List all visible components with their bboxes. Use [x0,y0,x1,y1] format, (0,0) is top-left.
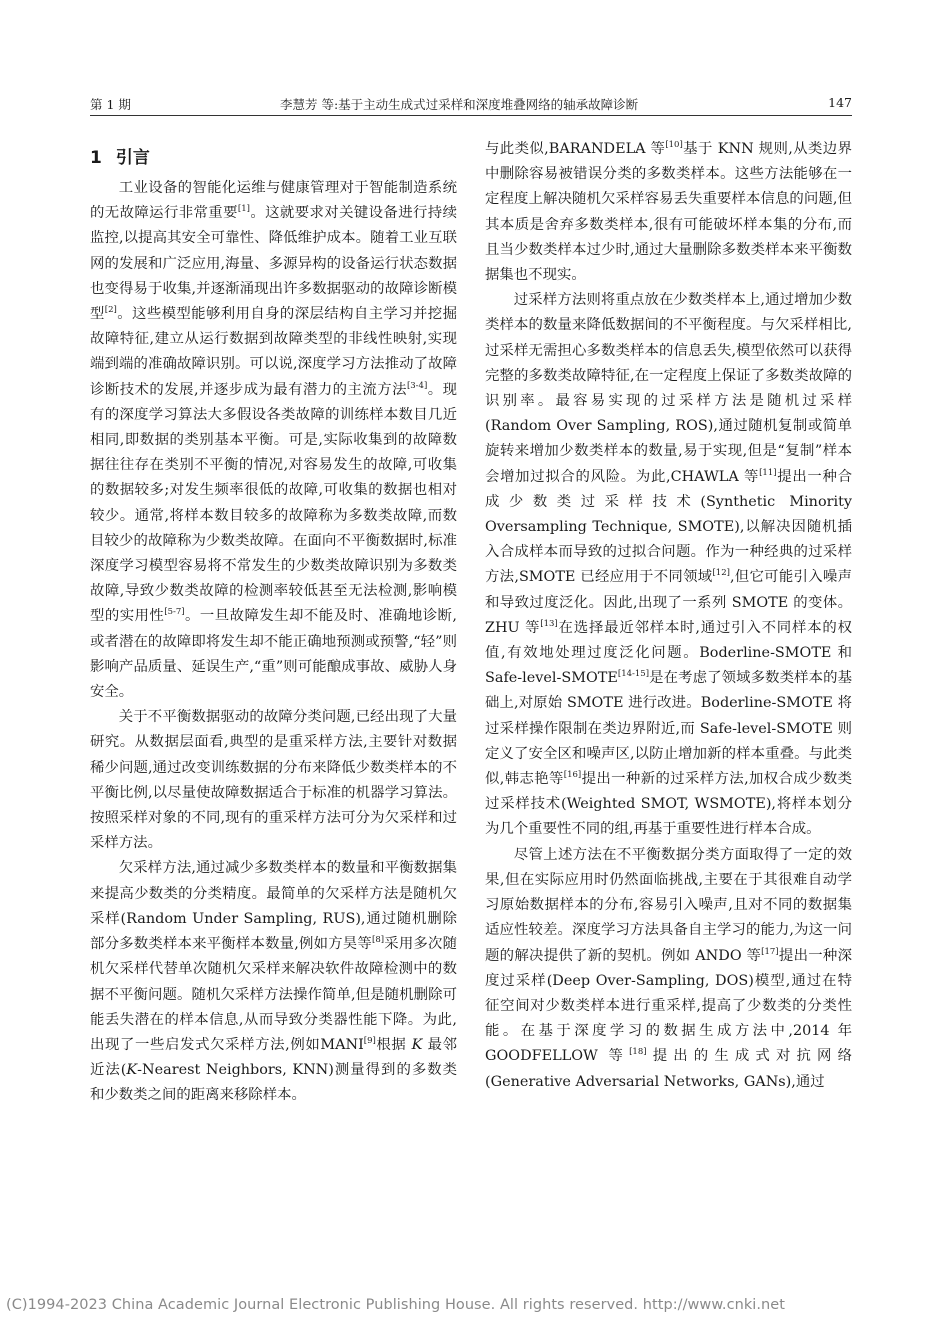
citation-ref: [12] [712,568,730,579]
paragraph [485,843,852,1095]
citation-ref: [11] [759,467,777,478]
paragraph-text: 基于 KNN 规则,从类边界中删除容易被错误分类的多数类样本。这些方法能够在一定程度上解决随机欠采样容易丢失重要样本信息的问题,但其本质是舍弃多数类样本,很有可能破坏样本集的分布,而且当少数类样本过少时,通过大量删除多数类样本来平衡数据集也不现实。 [485,141,852,284]
paragraph-text: 提出一种深度过采样(Deep Over-Sampling, DOS)模型,通过在特征空间对少数类样本进行重采样,提高了少数类的分类性能。在基于深度学习的数据生成方法中,2014 年 GOODFELLOW 等 [485,947,852,1065]
paragraph-text: 是在考虑了领域多数类样本的基础上,对原始 SMOTE 进行改进。Boderline-SMOTE 将过采样操作限制在类边界附近,而 Safe-level-SMOTE 则定义了安全区和噪声区,以防止增加新的样本重叠。与此类似,韩志艳等 [485,670,852,788]
paragraph-text: 过采样方法则将重点放在少数类样本上,通过增加少数类样本的数量来降低数据间的不平衡程度。与欠采样相比,过采样无需担心多数类样本的信息丢失,模型依然可以获得完整的多数类故障特征,在一定程度上保证了多数类故障的识别率。最容易实现的过采样方法是随机过采样(Random Over Sampling, ROS),通过随机复制或简单旋转来增加少数类样本的数量,易于实现,但是“复制”样本会增加过拟合的风险。为此,CHAWLA 等 [485,292,852,485]
citation-ref: [9] [363,1036,376,1047]
citation-ref: [17] [761,946,779,957]
paragraph-text: 最邻近法( [90,1036,458,1079]
paragraph-text: 提出一种新的过采样方法,加权合成少数类过采样技术(Weighted SMOT, WSMOTE),将样本划分为几个重要性不同的组,再基于重要性进行样本合成。 [485,771,853,838]
paragraph [485,137,852,288]
running-header [90,93,852,116]
paragraph-text: 。这就要求对关键设备进行持续监控,以提高其安全可靠性、降低维护成本。随着工业互联网的发展和广泛应用,海量、多源异构的设备运行状态数据也变得易于收集,并逐渐涌现出许多数据驱动的故障诊断模型 [90,205,457,323]
paragraph-text: 关于不平衡数据驱动的故障分类问题,已经出现了大量研究。从数据层面看,典型的是重采样方法,主要针对数据稀少问题,通过改变训练数据的分布来降低少数类样本的不平衡比例,以尽量使故障数据适合于标准的机器学习算法。按照采样对象的不同,现有的重采样方法可分为欠采样和过采样方法。 [90,709,457,852]
paragraph-text: 提出一种合成少数类过采样技术(Synthetic Minority Oversampling Technique, SMOTE),以解决因随机插入合成样本而导致的过拟合问题。作为一种经典的过采样方法,SMOTE 已经应用于不同领域 [485,468,852,586]
paragraph [485,288,852,842]
paragraph-text: 提出的生成式对抗网络(Generative Adversarial Networks, GANs),通过 [485,1048,852,1090]
italic-symbol: K [126,1062,138,1079]
copyright-footer: (C)1994-2023 China Academic Journal Electronic Publishing House. All rights reserved. http://www.cnki.net [6,1297,785,1313]
italic-symbol: K [411,1036,423,1053]
right-column [485,137,852,1095]
paragraph-text: 尽管上述方法在不平衡数据分类方面取得了一定的效果,但在实际应用时仍然面临挑战,主要在于其很难自动学习原始数据样本的分布,容易引入噪声,且对不同的数据集适应性较差。深度学习方法具备自主学习的能力,为这一问题的解决提供了新的契机。例如 ANDO 等 [485,846,852,964]
issue-label: 第 1 期 [90,97,131,112]
paragraph-text: 。一旦故障发生却不能及时、准确地诊断,或者潜在的故障即将发生却不能正确地预测或预警,“轻”则影响产品质量、延误生产,“重”则可能酿成事故、威胁人身安全。 [90,608,457,701]
paragraph-text: 。现有的深度学习算法大多假设各类故障的训练样本数目几近相同,即数据的类别基本平衡。可是,实际收集到的故障数据往往存在类别不平衡的情况,对容易发生的故障,可收集的数据较多;对发生频率很低的故障,可收集的数据也相对较少。通常,将样本数目较多的故障称为多数类故障,而数目较少的故障称为少数类故障。在面向不平衡数据时,标准深度学习模型容易将不常发生的少数类故障识别为多数类故障,导致少数类故障的检测率较低甚至无法检测,影响模型的实用性 [90,381,457,625]
citation-ref: [18] [629,1047,647,1058]
paragraph-text: 在选择最近邻样本时,通过引入不同样本的权值,有效地处理过度泛化问题。Boderline-SMOTE 和 Safe-level-SMOTE [485,619,852,687]
paragraph [90,176,457,705]
paragraph-text: 工业设备的智能化运维与健康管理对于智能制造系统的无故障运行非常重要 [90,180,457,222]
paragraph-text: 与此类似,BARANDELA 等 [485,141,666,157]
paragraph-text: 欠采样方法,通过减少多数类样本的数量和平衡数据集来提高少数类的分类精度。最简单的欠采样方法是随机欠采样(Random Under Sampling, RUS),通过随机删除部分多数类样本来平衡样本数量,例如方昊等 [90,860,457,953]
citation-ref: [2] [104,305,117,316]
citation-ref: [16] [563,770,582,781]
section-heading [90,148,457,168]
paragraph [90,705,457,856]
left-column [90,148,457,1109]
citation-ref: [14-15] [617,669,650,680]
paragraph-text: 。这些模型能够利用自身的深层结构自主学习并挖掘故障特征,建立从运行数据到故障类型的非线性映射,实现端到端的准确故障识别。可以说,深度学习方法推动了故障诊断技术的发展,并逐步成为最有潜力的主流方法 [90,306,457,398]
citation-ref: [5-7] [164,607,185,618]
citation-ref: [10] [665,140,683,151]
citation-ref: [8] [372,935,385,946]
paragraph-text: -Nearest Neighbors, KNN)测量得到的多数类和少数类之间的距离来移除样本。 [90,1062,458,1104]
page-number: 147 [828,95,852,110]
paragraph-text: 采用多次随机欠采样代替单次随机欠采样来解决软件故障检测中的数据不平衡问题。随机欠采样方法操作简单,但是随机删除可能丢失潜在的样本信息,从而导致分类器性能下降。为此,出现了一些启发式欠采样方法,例如MANI [90,936,457,1053]
citation-ref: [1] [237,204,250,215]
section-number: 1 [90,148,102,168]
paragraph [90,856,457,1108]
citation-ref: [13] [540,619,558,630]
section-title: 引言 [115,148,150,168]
running-title: 李慧芳 等:基于主动生成式过采样和深度堆叠网络的轴承故障诊断 [280,97,639,112]
paragraph-text: ,但它可能引入噪声和导致过度泛化。因此,出现了一系列 SMOTE 的变体。ZHU 等 [485,569,852,636]
paragraph-text: 根据 [375,1036,412,1053]
citation-ref: [3-4] [406,380,428,391]
